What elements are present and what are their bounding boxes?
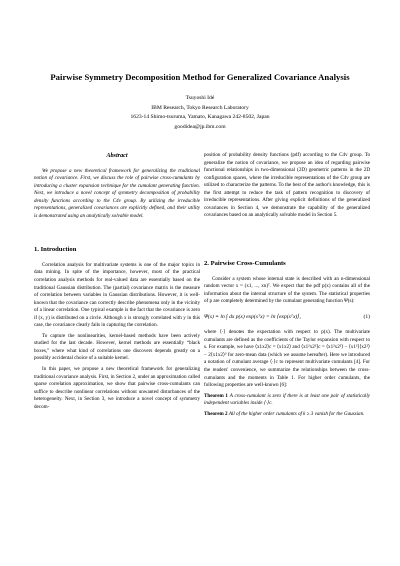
theorem-2 [204, 411, 370, 419]
author-email: goodidea@jp.ibm.com [174, 123, 226, 130]
abstract-text: We propose a new theoretical framework for generalizing the traditional notion of covariance. First, we discuss the role of pairwise cross-cumulants by introducing a cluster expansion technique for the cumulant generating function. Next, we introduce a novel concept of symmetry decomposition of probability density functions according to the C4v group. By utilizing the irreducible representations, generalized covariances are explicitly defined, and their utility is demonstrated using an analytically solvable model. [34, 167, 200, 219]
equation-1-body: Ψ(s) ≡ ln ∫ dx p(x) exp(sᵀx) = ln ⟨exp(sᵀx)⟩, [204, 313, 301, 320]
equation-1-number: (1) [363, 313, 370, 320]
equation-1 [204, 314, 370, 322]
intro-continuation: position of probability density functions (pdf) according to the C4v group. To generalize the notion of covariance, we propose an idea of regarding pairwise functional relationships in two-dimensional (2D) geometric patterns in the 2D configuration spaces, where the irreducible representations of the C4v group are utilized to characterize the patterns. To the best of the author's knowledge, this is the first attempt to reduce the task of pattern recognition to discovery of irreducible representations. After giving explicit definitions of the generalized covariances in Section 4, we demonstrate the capability of the generalized covariances based on an analytically solvable model in Section 5. [204, 152, 370, 219]
right-column [204, 152, 370, 232]
section-1-heading: 1. Introduction [34, 246, 77, 254]
left-column [34, 152, 200, 414]
section-2-paragraph-1: Consider a system whose internal state is described with an n-dimensional random vector x = (x1, ..., xn)ᵀ. We expect that the pdf p(x) contains all of the information about the internal structure of the system. The statistical properties of p are completely determined by the cumulant generating function Ψ(s): [204, 275, 370, 305]
section-2-heading: 2. Pairwise Cross-Cumulants [204, 260, 286, 267]
abstract-heading: Abstract [106, 152, 128, 159]
author-block [20, 94, 380, 132]
theorem-2-label: Theorem 2 [204, 410, 229, 417]
paper-title: Pairwise Symmetry Decomposition Method for Generalized Covariance Analysis [50, 72, 350, 82]
section-2 [204, 260, 370, 418]
theorem-1-label: Theorem 1 [204, 392, 230, 399]
section-2-paragraph-2: where ⟨·⟩ denotes the expectation with respect to p(x). The multivariate cumulants are defined as the coefficients of the Taylor expansion with respect to s. For example, we have ⟨x1x2⟩c = ⟨x1x2⟩ and ⟨x1²x2²⟩c = ⟨x1²x2²⟩ − ⟨x1²⟩⟨x2²⟩ − 2⟨x1x2⟩² for zero-mean data (which we assume hereafter). Here we introduced a notation of cumulant average ⟨·⟩c to represent multivariate cumulants [4]. For the readers' convenience, we summarize the relationships between the cross-cumulants and the moments in Table 1. For higher order cumulants, the following properties are well-known [6]: [204, 329, 370, 389]
author-affiliation: IBM Research, Tokyo Research Laboratory [151, 104, 249, 111]
author-address: 1623-14 Shimo-tsuruma, Yamato, Kanagawa 242-8502, Japan [130, 114, 270, 121]
theorem-1-text: A cross-cumulant is zero if there is at least one pair of statistically independent variables inside ⟨·⟩c. [204, 392, 370, 407]
theorem-2-text: All of the higher order cumulants of k ≥ 3 vanish for the Gaussian. [228, 410, 365, 417]
intro-paragraph-1: Correlation analysis for multivariate systems is one of the major topics in data mining. In spite of the importance, however, most of the practical correlation analysis methods for real-valued data are essentially based on the traditional Gaussian distribution. The (partial) covariance matrix is the measure of correlation between variables in Gaussian distributions. However, it is well-known that the covariance can correctly describe phenomena only in the vicinity of a linear correlation. One typical example is the fact that the covariance is zero if (x, y) is distributed on a circle. Although x is strongly correlated with y in this case, the covariance clearly fails in capturing the correlation. [34, 261, 200, 329]
author-name: Tsuyoshi Idé [185, 95, 215, 101]
intro-paragraph-3: In this paper, we propose a new theoretical framework for generalizing traditional covariance analysis. First, in Section 2, under an approximation called sparse correlation approximation, we show that pairwise cross-cumulants can suffice to describe nonlinear correlations without unwanted disturbances of the heterogeneity. Next, in Section 3, we introduce a novel concept of symmetry decom- [34, 366, 200, 410]
intro-paragraph-2: To capture the nonlinearities, kernel-based methods have been actively studied for the last decade. However, kernel methods are essentially “black boxes,” where what kind of correlations one discovers depends greatly on a possibly accidental choice of a suitable kernel. [34, 332, 200, 362]
theorem-1 [204, 393, 370, 408]
